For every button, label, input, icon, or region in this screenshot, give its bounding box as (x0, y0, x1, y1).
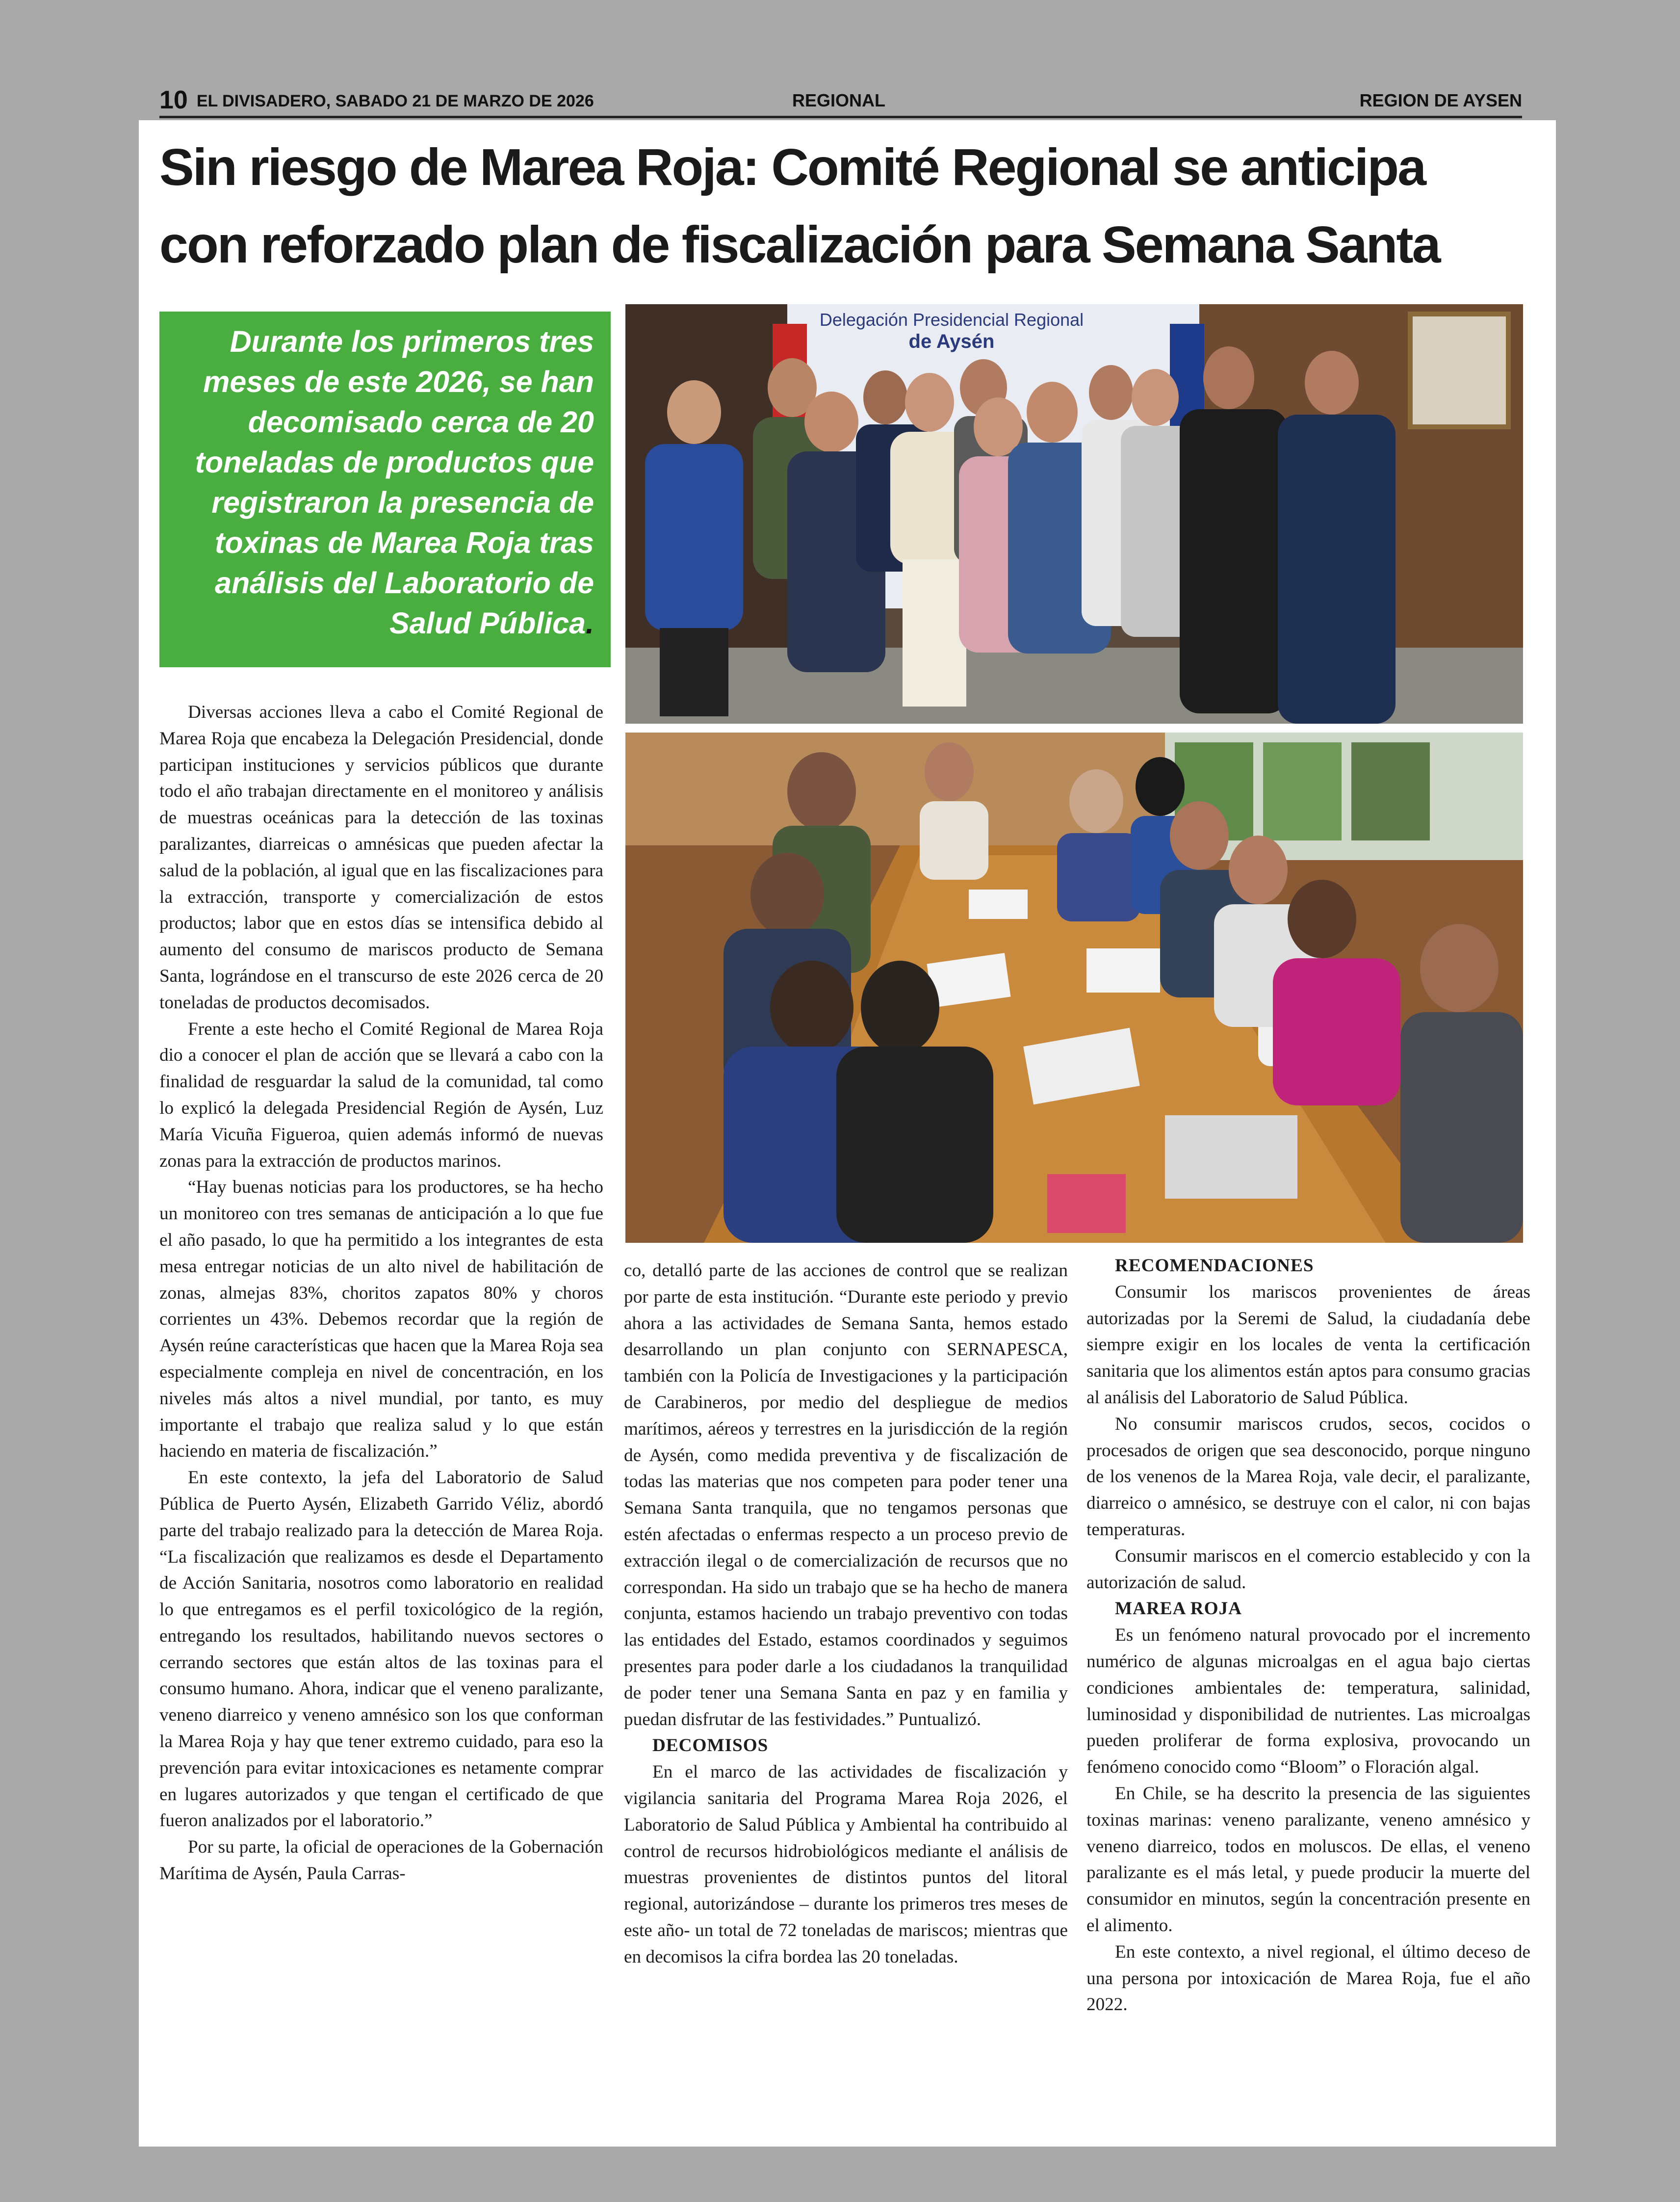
page-header (159, 82, 1522, 118)
header-left (159, 85, 594, 115)
body-paragraph: Diversas acciones lleva a cabo el Comité Regional de Marea Roja que encabeza la Delegación Presidencial, donde participan instituciones y servicios públicos que durante todo el año trabajan directamente en el monitoreo y análisis de muestras oceánicas para la detección de las toxinas paralizantes, diarreicas o amnésicas que pueden afectar la salud de la población, al igual que en las fiscalizaciones para la extracción, transporte y comercialización de estos productos; labor que en estos días se intensifica debido al aumento del consumo de mariscos producto de Semana Santa, lográndose en el transcurso de este 2026 cerca de 20 toneladas de productos decomisados. (159, 702, 603, 1013)
publication-date: EL DIVISADERO, SABADO 21 DE MARZO DE 2026 (196, 92, 594, 110)
headline (159, 129, 1528, 284)
body-paragraph: Es un fenómeno natural provocado por el incremento numérico de algunas microalgas en el agua bajo ciertas condiciones ambientales de: temperatura, salinidad, luminosidad y disponibilidad de nutrientes. Las microalgas pueden proliferar de forma explosiva, provocando un fenómeno conocido como “Bloom” o Floración algal. (1086, 1625, 1530, 1778)
body-paragraph: En Chile, se ha descrito la presencia de las siguientes toxinas marinas: veneno paralizante, veneno amnésico y veneno diarreico, todos en moluscos. De ellas, el veneno paralizante es el más letal, y puede producir la muerte del consumidor en minutos, según la concentración presente en el alimento. (1086, 1783, 1530, 1936)
subheading-recomendaciones: RECOMENDACIONES (1115, 1256, 1314, 1276)
region-name: REGION DE AYSEN (1359, 90, 1522, 110)
headline-line-2: con reforzado plan de fiscalización para Semana Santa (159, 216, 1440, 274)
body-column-2 (624, 1258, 1068, 1970)
body-paragraph: co, detalló parte de las acciones de control que se realizan por parte de esta institución. “Durante este periodo y previo ahora a las actividades de Semana Santa, hemos estado desarrollando un plan conjunto con SERNAPESCA, también con la Policía de Investigaciones y la participación de Carabineros, por medio del despliegue de medios marítimos, aéreos y terrestres en la jurisdicción de la región de Aysén, como medida preventiva y de fiscalización de todas las materias que nos competen para poder tener una Semana Santa tranquila, que no tengamos personas que estén afectadas o enfermas respecto a un proceso previo de extracción ilegal o de comercialización de recursos que no correspondan. Ha sido un trabajo que se ha hecho de manera conjunta, estamos haciendo un trabajo preventivo con todas las entidades del Estado, estamos coordinados y seguimos presentes para poder darle a los ciudadanos la tranquilidad de poder tener una Semana Santa en paz y en familia y puedan disfrutar de las festividades.” Puntualizó. (624, 1260, 1068, 1730)
body-paragraph: No consumir mariscos crudos, secos, cocidos o procesados de origen que sea desconocido, porque ninguno de los venenos de la Marea Roja, vale decir, el paralizante, diarreico o amnésico, se destruye con el calor, ni con bajas temperaturas. (1086, 1414, 1530, 1540)
meeting-photo-illustration (625, 733, 1523, 1243)
body-paragraph: En este contexto, la jefa del Laboratorio de Salud Pública de Puerto Aysén, Elizabeth Garrido Véliz, abordó parte del trabajo realizado para la detección de Marea Roja. “La fiscalización que realizamos es desde el Departamento de Acción Sanitaria, nosotros como laboratorio en realidad lo que entregamos es el perfil toxicológico de la región, entregando los resultados, habilitando nuevos sectores o cerrando sectores que están altos de las toxinas para el consumo humano. Ahora, indicar que el veneno paralizante, veneno diarreico y veneno amnésico son los que conforman la Marea Roja y hay que tener extremo cuidado, para eso la prevención para evitar intoxicaciones es netamente comprar en lugares autorizados y que tengan el certificado de que fueron analizados por el laboratorio.” (159, 1468, 603, 1831)
banner-line-2: de Aysén (908, 331, 995, 352)
group-photo (625, 304, 1523, 724)
body-paragraph: En este contexto, a nivel regional, el último deceso de una persona por intoxicación de Marea Roja, fue el año 2022. (1086, 1941, 1530, 2015)
headline-line-1: Sin riesgo de Marea Roja: Comité Regional se anticipa (159, 138, 1425, 196)
body-column-1 (159, 699, 603, 1887)
body-paragraph: En el marco de las actividades de fiscalización y vigilancia sanitaria del Programa Marea Roja 2026, el Laboratorio de Salud Pública y Ambiental ha contribuido al control de recursos hidrobiológicos mediante el análisis de muestras provenientes de distintos puntos del litoral regional, autorizándose – durante los primeros tres meses de este año- un total de 72 toneladas de mariscos; mientras que en decomisos la cifra bordea las 20 toneladas. (624, 1762, 1068, 1967)
meeting-photo (625, 733, 1523, 1243)
body-paragraph: Por su parte, la oficial de operaciones de la Gobernación Marítima de Aysén, Paula Carras- (159, 1837, 603, 1884)
body-column-3 (1086, 1253, 1530, 2018)
body-paragraph: Frente a este hecho el Comité Regional de Marea Roja dio a conocer el plan de acción que se llevará a cabo con la finalidad de resguardar la salud de la comunidad, tal como lo explicó la delegada Presidencial Región de Aysén, Luz María Vicuña Figueroa, quien además informó de nuevas zonas para la extracción de productos marinos. (159, 1019, 603, 1171)
page-number: 10 (159, 86, 188, 114)
group-photo-illustration (625, 304, 1523, 724)
banner-line-1: Delegación Presidencial Regional (819, 310, 1084, 330)
photo-banner (804, 309, 1099, 353)
subheading-marea-roja: MAREA ROJA (1115, 1599, 1242, 1619)
body-paragraph: “Hay buenas noticias para los productores, se ha hecho un monitoreo con tres semanas de anticipación a lo que fue el año pasado, lo que ha permitido a los integrantes de esta mesa entregar noticias de un alto nivel de habilitación de zonas, almejas 83%, choritos zapatos 80% y choros corrientes un 43%. Debemos recordar que la región de Aysén reúne características que hacen que la Marea Roja sea especialmente compleja en nivel de concentración, en los niveles más altos a nivel mundial, por tanto, es muy importante el trabajo que realiza salud y lo que están haciendo en materia de fiscalización.” (159, 1177, 603, 1462)
body-paragraph: Consumir los mariscos provenientes de áreas autorizadas por la Seremi de Salud, la ciudadanía debe siempre exigir en los locales de venta la certificación sanitaria que los alimentos están aptos para consumo gracias al análisis del Laboratorio de Salud Pública. (1086, 1282, 1530, 1408)
lead-box (159, 312, 611, 667)
section-name: REGIONAL (792, 90, 886, 110)
lead-text: Durante los primeros tres meses de este 2026, se han decomisado cerca de 20 toneladas de productos que registraron la presencia de toxinas de Marea Roja tras análisis del Laboratorio de Salud Pública (195, 325, 594, 640)
body-paragraph: Consumir mariscos en el comercio establecido y con la autorización de salud. (1086, 1546, 1530, 1593)
lead-end-mark: . (586, 606, 594, 640)
subheading-decomisos: DECOMISOS (652, 1735, 769, 1756)
